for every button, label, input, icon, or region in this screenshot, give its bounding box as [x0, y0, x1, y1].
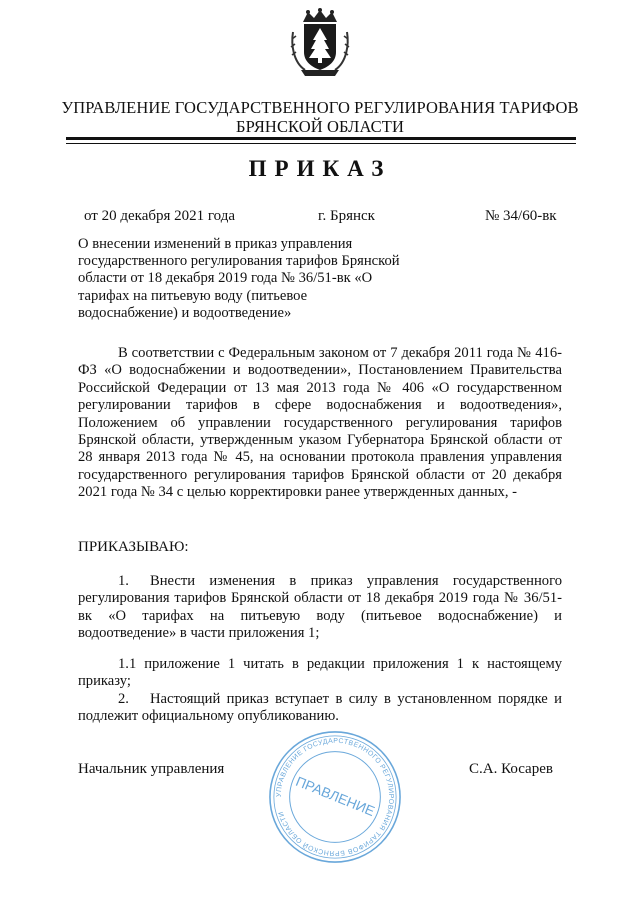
order-item-number: 2. [118, 691, 129, 707]
preamble-paragraph: В соответствии с Федеральным законом от 7 декабря 2011 года № 416-ФЗ «О водоснабжении и водоотведении», Постановлением Правительства Российской Федерации от 13 мая 2013 года № 406 «О государственном регулировании тарифов в сфере водоснабжения и водоотведения», Положением об управлении государственного регулирования тарифов Брянской области, утвержденным указом Губернатора Брянской области от 28 января 2013 года № 45, на основании протокола правления управления государственного регулирования тарифов Брянской области от 20 декабря 2021 года № 34 с целью корректировки ранее утвержденных данных, - [78, 345, 562, 501]
official-stamp-icon [266, 728, 404, 866]
order-item-2 [78, 691, 562, 726]
document-date: от 20 декабря 2021 года [84, 208, 236, 224]
order-item-text: Внести изменения в приказ управления государственного регулирования тарифов Брянской области от 18 декабря 2019 года № 36/51-вк «О тарифах на питьевую воду (питьевое водоснабжение) и водоотведение» в части приложения 1; [78, 573, 562, 642]
order-item-1-1 [78, 656, 562, 691]
stamp-center-text: ПРАВЛЕНИЕ [293, 773, 377, 820]
organization-name-line-1: УПРАВЛЕНИЕ ГОСУДАРСТВЕННОГО РЕГУЛИРОВАНИЯ ТАРИФОВ [61, 98, 579, 117]
orders-heading: ПРИКАЗЫВАЮ: [78, 539, 189, 555]
order-item-1 [78, 573, 562, 643]
stamp-ring-text: УПРАВЛЕНИЕ ГОСУДАРСТВЕННОГО РЕГУЛИРОВАНИЯ ТАРИФОВ БРЯНСКОЙ ОБЛАСТИ [275, 737, 395, 857]
order-item-text: Настоящий приказ вступает в силу в установленном порядке и подлежит официальному опубликованию. [78, 691, 562, 725]
order-item-text: 1.1 приложение 1 читать в редакции приложения 1 к настоящему приказу; [78, 656, 562, 690]
document-subject: О внесении изменений в приказ управления государственного регулирования тарифов Брянской области от 18 декабря 2019 года № 36/51-вк «О тарифах на питьевую воду (питьевое водоснабжение) и водоотведение» [78, 236, 400, 321]
document-city: г. Брянск [318, 208, 375, 224]
document-number: № 34/60-вк [485, 208, 557, 224]
organization-name-line-2: БРЯНСКОЙ ОБЛАСТИ [236, 117, 404, 136]
signatory-name: С.А. Косарев [469, 761, 553, 777]
coat-of-arms-icon [289, 8, 351, 80]
signatory-position: Начальник управления [78, 761, 225, 777]
organization-name [60, 98, 580, 136]
order-item-number: 1. [118, 573, 129, 589]
document-title: ПРИКАЗ [248, 156, 392, 181]
header-divider-thick [66, 137, 576, 140]
header-divider-thin [66, 143, 576, 144]
